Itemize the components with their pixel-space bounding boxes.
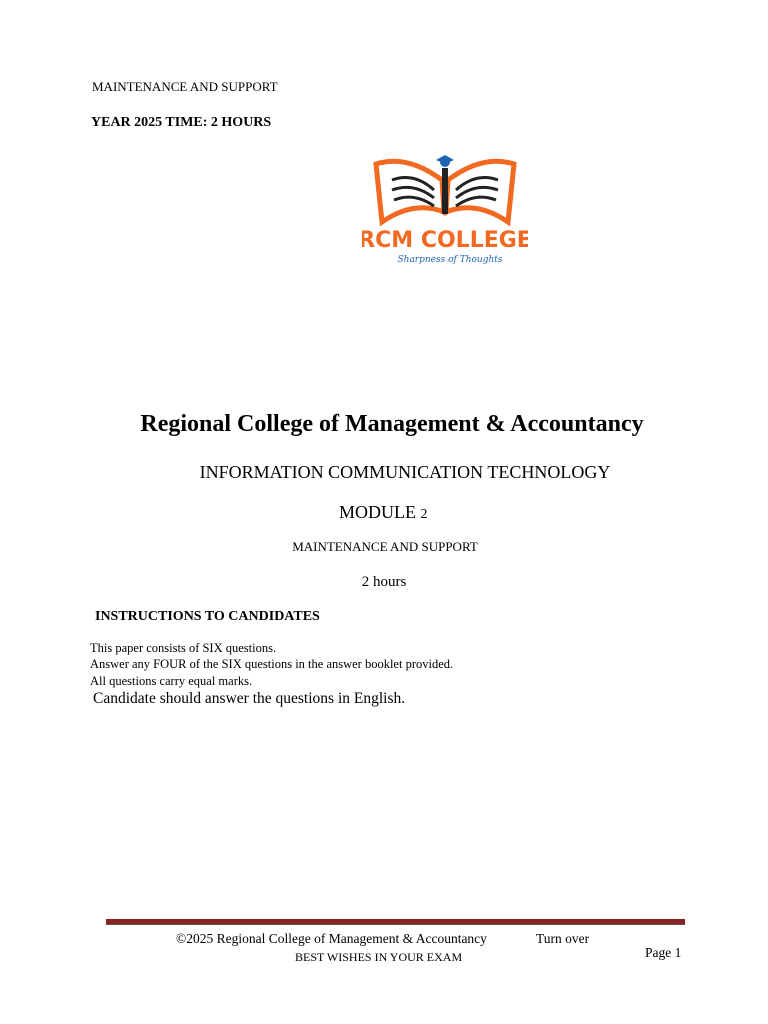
module-text: MODULE [339, 502, 416, 522]
footer-turn-over: Turn over [536, 931, 590, 946]
exam-duration: 2 hours [361, 574, 407, 590]
paper-subject: MAINTENANCE AND SUPPORT [292, 539, 478, 554]
module-number: 2 [420, 507, 428, 522]
module-label [339, 502, 428, 523]
header-year-time: YEAR 2025 TIME: 2 HOURS [91, 115, 272, 130]
logo-tagline: Sharpness of Thoughts [397, 255, 503, 265]
instruction-line: All questions carry equal marks. [90, 674, 253, 688]
logo-wordmark: RCM COLLEGE [362, 228, 528, 253]
footer-wishes: BEST WISHES IN YOUR EXAM [295, 950, 463, 964]
instruction-line: Candidate should answer the questions in English. [93, 690, 406, 707]
college-logo [362, 152, 528, 268]
header-subject: MAINTENANCE AND SUPPORT [92, 79, 278, 94]
open-book-logo-icon [362, 152, 528, 268]
page-number: Page 1 [645, 945, 682, 960]
footer-copyright: ©2025 Regional College of Management & Accountancy [176, 931, 487, 946]
instruction-line: This paper consists of SIX questions. [90, 641, 277, 655]
instruction-line: Answer any FOUR of the SIX questions in the answer booklet provided. [90, 657, 454, 671]
college-name: Regional College of Management & Accountancy [140, 411, 644, 437]
instructions-heading: INSTRUCTIONS TO CANDIDATES [95, 609, 320, 624]
course-title: INFORMATION COMMUNICATION TECHNOLOGY [199, 462, 611, 482]
footer-divider [106, 919, 685, 925]
